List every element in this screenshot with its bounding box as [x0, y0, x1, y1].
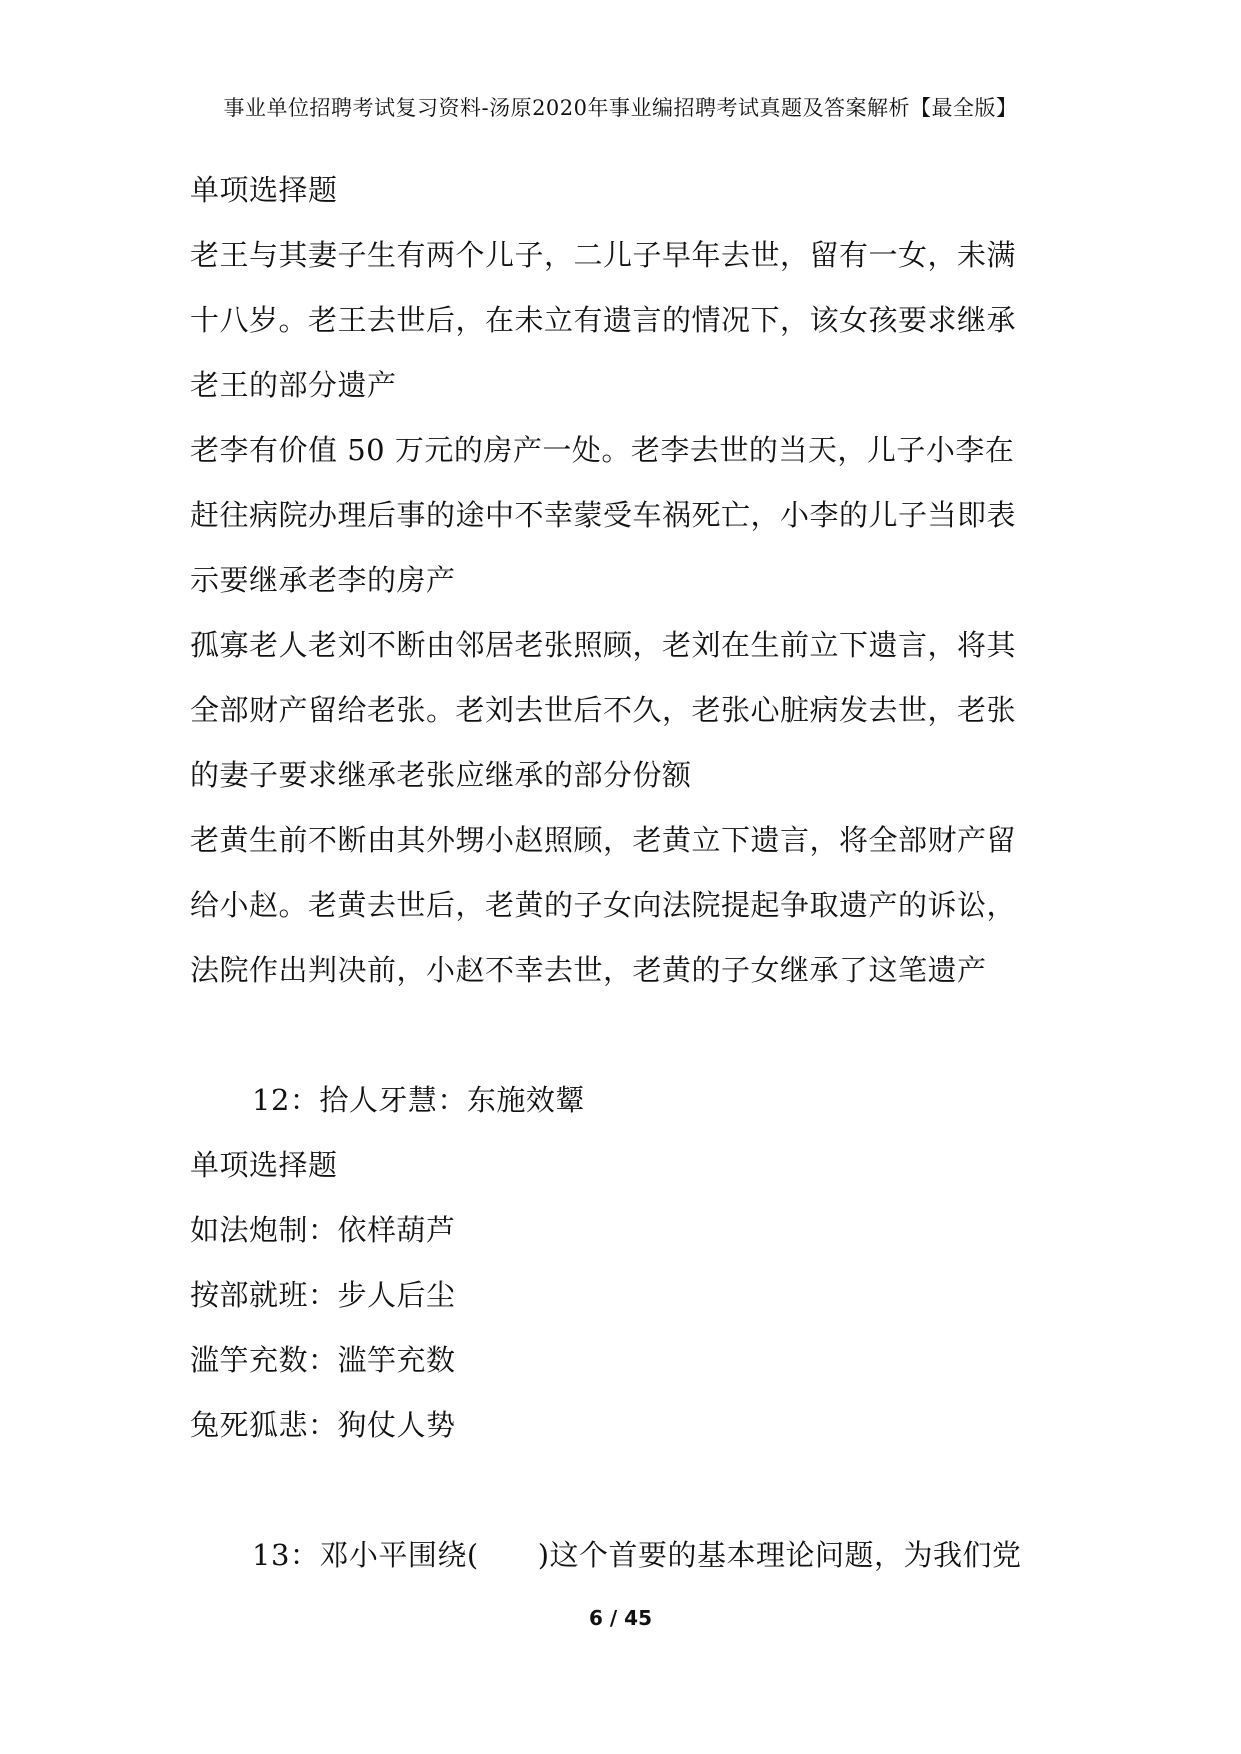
- question-12-title: 12：拾人牙慧：东施效颦: [252, 1083, 585, 1117]
- option-text-line: 示要继承老李的房产: [190, 563, 456, 597]
- option-text-line: 老李有价值 50 万元的房产一处。老李去世的当天，儿子小李在: [190, 433, 1015, 467]
- option-text-line: 全部财产留给老张。老刘去世后不久，老张心脏病发去世，老张: [190, 693, 1017, 727]
- option-c: 滥竽充数：滥竽充数: [190, 1343, 456, 1377]
- option-b: 按部就班：步人后尘: [190, 1278, 456, 1312]
- option-text-line: 老王的部分遗产: [190, 368, 397, 402]
- option-b: [190, 418, 1090, 613]
- option-text-line: 孤寡老人老刘不断由邻居老张照顾，老刘在生前立下遗言，将其: [190, 628, 1017, 662]
- spacer: [190, 1458, 1090, 1523]
- option-text-line: 赶往病院办理后事的途中不幸蒙受车祸死亡，小李的儿子当即表: [190, 498, 1017, 532]
- option-d: [190, 808, 1090, 1003]
- spacer: [190, 1003, 1090, 1068]
- option-text-line: 给小赵。老黄去世后，老黄的子女向法院提起争取遗产的诉讼，: [190, 888, 1017, 922]
- option-text-line: 老黄生前不断由其外甥小赵照顾，老黄立下遗言，将全部财产留: [190, 823, 1017, 857]
- option-a: 如法炮制：依样葫芦: [190, 1213, 456, 1247]
- option-text-line: 老王与其妻子生有两个儿子，二儿子早年去世，留有一女，未满: [190, 238, 1017, 272]
- page-body: [190, 158, 1090, 1588]
- option-text-line: 法院作出判决前，小赵不幸去世，老黄的子女继承了这笔遗产: [190, 953, 987, 987]
- option-a: [190, 223, 1090, 418]
- question-type-label: 单项选择题: [190, 1148, 338, 1182]
- option-text-line: 的妻子要求继承老张应继承的部分份额: [190, 758, 692, 792]
- question-type-label: 单项选择题: [190, 173, 338, 207]
- option-c: [190, 613, 1090, 808]
- question-13-title: 13：邓小平围绕( )这个首要的基本理论问题，为我们党: [252, 1538, 1022, 1572]
- option-text-line: 十八岁。老王去世后，在未立有遗言的情况下，该女孩要求继承: [190, 303, 1017, 337]
- option-d: 兔死狐悲：狗仗人势: [190, 1408, 456, 1442]
- page-header: 事业单位招聘考试复习资料-汤原2020年事业编招聘考试真题及答案解析【最全版】: [223, 96, 1018, 120]
- page-number: 6 / 45: [589, 1606, 652, 1630]
